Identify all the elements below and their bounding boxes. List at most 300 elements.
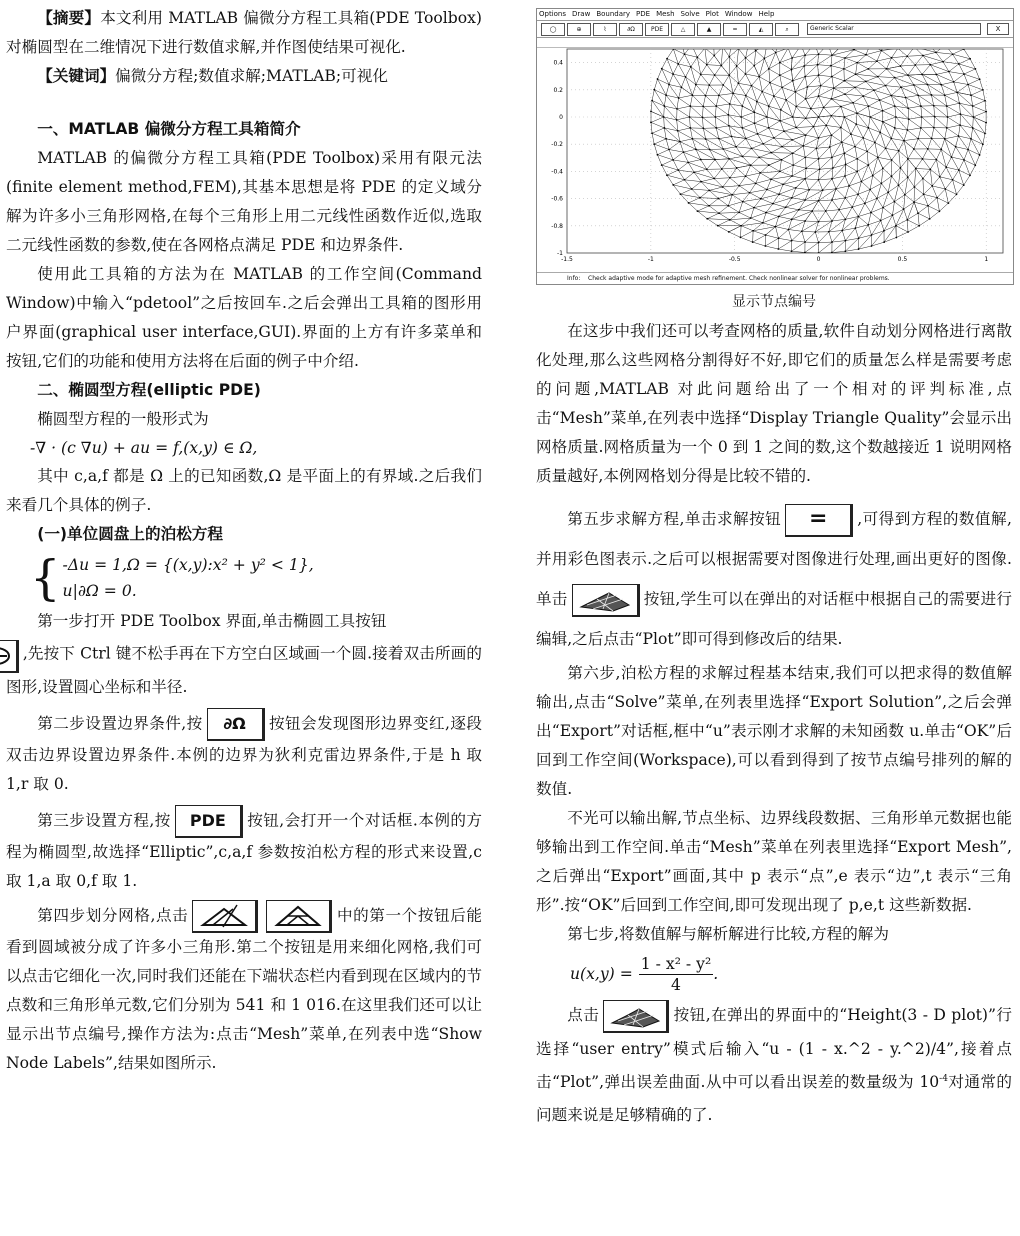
menu-options[interactable]: Options bbox=[539, 10, 567, 18]
mesh-node bbox=[706, 64, 708, 66]
mesh-node bbox=[705, 95, 707, 97]
mesh-node bbox=[905, 97, 907, 99]
mesh-node bbox=[883, 241, 885, 243]
mesh-node bbox=[844, 93, 846, 95]
mesh-node bbox=[946, 105, 948, 107]
mesh-triangle-icon bbox=[193, 901, 255, 931]
mesh-node bbox=[906, 219, 908, 221]
mesh-node bbox=[855, 227, 857, 229]
init-mesh-button[interactable] bbox=[192, 900, 258, 933]
mesh-node bbox=[775, 52, 777, 54]
mesh-node bbox=[906, 55, 908, 57]
subsection1-title: (一)单位圆盘上的泊松方程 bbox=[37, 525, 223, 543]
x-tick-label: -1.5 bbox=[561, 256, 573, 263]
mesh-node bbox=[818, 116, 820, 118]
mesh-node bbox=[900, 167, 902, 169]
mesh-node bbox=[728, 125, 730, 127]
mesh-node bbox=[731, 136, 733, 138]
mesh-node bbox=[891, 175, 893, 177]
mesh-node bbox=[972, 116, 974, 118]
step1-part1: 第一步打开 PDE Toolbox 界面,单击椭圆工具按钮 bbox=[37, 612, 387, 630]
ellipse-center-icon[interactable]: ⊕ bbox=[567, 23, 591, 36]
pde-spec-button[interactable] bbox=[175, 805, 243, 838]
p4-part3: 对通常的问题来说是足够精确的了. bbox=[536, 1072, 1012, 1124]
mesh-node bbox=[737, 82, 739, 84]
mesh-node bbox=[742, 201, 744, 203]
mesh-node bbox=[900, 65, 902, 67]
mesh-node bbox=[735, 146, 737, 148]
system-line1: -Δu = 1,Ω = {(x,y):x² + y² < 1}, bbox=[62, 556, 314, 574]
mesh-node bbox=[848, 185, 850, 187]
section2-paragraph1: 椭圆型方程的一般形式为 bbox=[37, 410, 209, 428]
keywords-label: 【关键词】 bbox=[37, 67, 116, 85]
mesh-tool-icon[interactable]: △ bbox=[671, 23, 695, 36]
mesh-node bbox=[713, 178, 715, 180]
mesh-node bbox=[854, 146, 856, 148]
mesh-node bbox=[979, 78, 981, 80]
menu-solve[interactable]: Solve bbox=[680, 10, 700, 18]
mesh-node bbox=[871, 234, 873, 236]
mesh-node bbox=[873, 89, 875, 91]
mesh-node bbox=[722, 47, 724, 48]
mesh-node bbox=[754, 122, 756, 124]
step4-part2: 中的第一个按钮后能看到圆域被分成了许多小三角形.第二个按钮是用来细化网格,我们可以点击它细化一次,同时我们还能在下端状态栏内看到现在区域内的节点数和三角形单元数,它们分别为 541 和 1 016.在这里我们还可以让显示出节点编号,操作方法为:点击“Mesh”菜单,在列表中选“Show Node Labels”,结果如图所示. bbox=[6, 906, 482, 1072]
mesh-node bbox=[865, 81, 867, 83]
mesh-node bbox=[947, 116, 949, 118]
plot-button[interactable] bbox=[572, 584, 640, 617]
mesh-node bbox=[856, 170, 858, 172]
mesh-node bbox=[714, 116, 716, 118]
mesh-node bbox=[755, 182, 757, 184]
mesh-node bbox=[915, 168, 917, 170]
mesh-node bbox=[979, 154, 981, 156]
mesh-node bbox=[775, 226, 777, 228]
mesh-node bbox=[773, 95, 775, 97]
mesh-node bbox=[844, 197, 846, 199]
mesh-node bbox=[732, 92, 734, 94]
mesh-node bbox=[766, 116, 768, 118]
mesh-node bbox=[870, 212, 872, 214]
mesh-node bbox=[830, 65, 832, 67]
boundary-mode-button[interactable] bbox=[207, 708, 265, 741]
mesh-node bbox=[963, 73, 965, 75]
ellipse-tool-button[interactable] bbox=[0, 640, 19, 673]
mesh-node bbox=[817, 252, 819, 254]
mesh-node bbox=[843, 116, 845, 118]
mesh-node bbox=[777, 248, 779, 250]
mesh-node bbox=[948, 71, 950, 73]
step4-part1: 第四步划分网格,点击 bbox=[37, 906, 189, 925]
mesh-node bbox=[668, 84, 670, 86]
mesh-node bbox=[858, 237, 860, 239]
mesh-node bbox=[818, 200, 820, 202]
mesh-node bbox=[913, 201, 915, 203]
left-brace: { bbox=[30, 550, 61, 606]
mesh-node bbox=[729, 177, 731, 179]
mesh-node bbox=[920, 127, 922, 129]
equation-general: -∇ · (c ∇u) + au = f,(x,y) ∈ Ω, bbox=[30, 439, 258, 457]
scalar-select[interactable]: Generic Scalar bbox=[807, 23, 981, 35]
plot-tool-icon[interactable]: ◭ bbox=[749, 23, 773, 36]
mesh-node bbox=[835, 188, 837, 190]
mesh-node bbox=[689, 116, 691, 118]
mesh-node bbox=[772, 203, 774, 205]
mesh-node bbox=[740, 236, 742, 238]
mesh-node bbox=[831, 199, 833, 201]
mesh-node bbox=[651, 100, 653, 102]
solve-tool-icon[interactable]: = bbox=[723, 23, 747, 36]
mesh-node bbox=[690, 66, 692, 68]
mesh-node bbox=[691, 188, 693, 190]
mesh-node bbox=[801, 230, 803, 232]
mesh-node bbox=[805, 98, 807, 100]
mesh-node bbox=[907, 107, 909, 109]
mesh-node bbox=[959, 124, 961, 126]
mesh-node bbox=[927, 148, 929, 150]
mesh-node bbox=[843, 152, 845, 154]
mesh-node bbox=[791, 57, 793, 59]
mesh-node bbox=[894, 127, 896, 129]
mesh-node bbox=[795, 127, 797, 129]
mesh-node bbox=[974, 68, 976, 70]
menu-draw[interactable]: Draw bbox=[572, 10, 591, 18]
mesh-node bbox=[886, 68, 888, 70]
mesh-node bbox=[833, 87, 835, 89]
mesh-node bbox=[804, 220, 806, 222]
mesh-node bbox=[851, 206, 853, 208]
mesh-node bbox=[708, 205, 710, 207]
surface-plot-icon bbox=[604, 1001, 666, 1031]
mesh-node bbox=[880, 182, 882, 184]
mesh-node bbox=[759, 172, 761, 174]
menu-boundary[interactable]: Boundary bbox=[596, 10, 631, 18]
mesh-node bbox=[831, 54, 833, 56]
mesh-node bbox=[729, 103, 731, 105]
y-tick-label: -0.4 bbox=[551, 168, 563, 176]
menu-pde[interactable]: PDE bbox=[636, 10, 651, 18]
mesh-node bbox=[695, 148, 697, 150]
mesh-node bbox=[956, 193, 958, 195]
mesh-node bbox=[818, 158, 820, 160]
mesh-node bbox=[900, 86, 902, 88]
mesh-node bbox=[791, 69, 793, 71]
right-paragraph1: 在这步中我们还可以考查网格的质量,软件自动划分网格进行离散化处理,那么这些网格分割得好不好,即它们的质量怎么样是需要考虑的问题,MATLAB 对此问题给出了一个相对的评判标准,点击“Mesh”菜单,在列表中选择“Display Triangle Quality”会显示出网格质量.网格质量为一个 0 到 1 之间的数,这个数越接近 1 说明网格质量越好,本例网格划分得是比较不错的. bbox=[536, 322, 1012, 485]
mesh-node bbox=[740, 225, 742, 227]
polygon-tool-icon[interactable]: ⌇ bbox=[593, 23, 617, 36]
mesh-node bbox=[768, 164, 770, 166]
mesh-node bbox=[745, 73, 747, 75]
x-button[interactable]: X bbox=[987, 23, 1009, 35]
mesh-node bbox=[762, 143, 764, 145]
mesh-node bbox=[795, 187, 797, 189]
mesh-node bbox=[818, 74, 820, 76]
mesh-node bbox=[736, 167, 738, 169]
mesh-node bbox=[677, 169, 679, 171]
mesh-node bbox=[804, 178, 806, 180]
right-paragraph4 bbox=[536, 999, 1012, 1132]
section2-title: 二、椭圆型方程(elliptic PDE) bbox=[37, 381, 261, 399]
mesh-node bbox=[922, 178, 924, 180]
mesh-node bbox=[791, 218, 793, 220]
section2-paragraph2: 其中 c,a,f 都是 Ω 上的已知函数,Ω 是平面上的有界域.之后我们来看几个具体的例子. bbox=[6, 467, 482, 514]
keywords bbox=[6, 62, 482, 91]
mesh-node bbox=[763, 58, 765, 60]
mesh-node bbox=[984, 100, 986, 102]
step5-part2: ,可得到方程的数值解,并用彩色图表示.之后可以根据需要对图像进行处理,画出更好的图像.单击 bbox=[536, 510, 1012, 608]
mesh-node bbox=[890, 95, 892, 97]
mesh-node bbox=[970, 138, 972, 140]
mesh-node bbox=[741, 127, 743, 129]
section1-paragraph2: 使用此工具箱的方法为在 MATLAB 的工作空间(Command Window)中输入“pdetool”之后按回车.之后会弹出工具箱的图形用户界面(graphical user interface,GUI).界面的上方有许多菜单和按钮,它们的功能和使用方法将在后面的例子中介绍. bbox=[6, 265, 482, 370]
mesh-node bbox=[877, 156, 879, 158]
x-tick-label: -1 bbox=[647, 256, 654, 263]
mesh-node bbox=[706, 218, 708, 220]
mesh-node bbox=[684, 53, 686, 55]
mesh-node bbox=[963, 159, 965, 161]
step3-part1: 第三步设置方程,按 bbox=[37, 811, 171, 830]
step1-part2: ,先按下 Ctrl 键不松手再在下方空白区域画一个圆.接着双击所画的图形,设置圆心坐标和半径. bbox=[6, 644, 482, 696]
mesh-node bbox=[885, 147, 887, 149]
mesh-node bbox=[892, 214, 894, 216]
mesh-node bbox=[933, 127, 935, 129]
mesh-node bbox=[691, 94, 693, 96]
mesh-node bbox=[879, 132, 881, 134]
mesh-node bbox=[677, 63, 679, 65]
mesh-node bbox=[752, 230, 754, 232]
mesh-node bbox=[959, 102, 961, 104]
mesh-node bbox=[822, 189, 824, 191]
mesh-node bbox=[955, 146, 957, 148]
mesh-node bbox=[852, 102, 854, 104]
ellipse-tool-icon[interactable]: ◯ bbox=[541, 23, 565, 36]
step1-text bbox=[6, 607, 482, 702]
figure-caption: 显示节点编号 bbox=[732, 294, 816, 310]
mesh-node bbox=[895, 225, 897, 227]
mesh-node bbox=[895, 116, 897, 118]
mesh-node bbox=[768, 68, 770, 70]
mesh-node bbox=[825, 210, 827, 212]
y-tick-label: 0 bbox=[559, 114, 563, 121]
mesh-node bbox=[967, 149, 969, 151]
solution-formula bbox=[536, 949, 1012, 999]
mesh-node bbox=[882, 167, 884, 169]
pde-tool-icon[interactable]: PDE bbox=[645, 23, 669, 36]
mesh-node bbox=[843, 68, 845, 70]
mesh-node bbox=[985, 122, 987, 124]
mesh-node bbox=[969, 175, 971, 177]
mesh-node bbox=[907, 158, 909, 160]
mesh-node bbox=[907, 74, 909, 76]
mesh-node bbox=[958, 135, 960, 137]
mesh-node bbox=[974, 164, 976, 166]
right-paragraph3: 不光可以输出解,节点坐标、边界线段数据、三角形单元数据也能够输出到工作空间.单击“Mesh”菜单在列表里选择“Export Mesh”,之后弹出“Export”画面,其中 p 表示“点”,e 表示“边”,t 表示“三角形”.按“OK”后回到工作空间,即可发现出现了 p,e,t 这些新数据. bbox=[536, 809, 1012, 914]
mesh-node bbox=[805, 134, 807, 136]
boundary-tool-icon[interactable]: ∂Ω bbox=[619, 23, 643, 36]
x-tick-label: 1 bbox=[984, 256, 989, 263]
mesh-node bbox=[668, 149, 670, 151]
mesh-node bbox=[984, 133, 986, 135]
left-column bbox=[6, 0, 482, 1078]
mesh-node bbox=[865, 54, 867, 56]
mesh-node bbox=[722, 186, 724, 188]
mesh-node bbox=[792, 152, 794, 154]
mesh-node bbox=[844, 250, 846, 252]
mesh-node bbox=[751, 147, 753, 149]
mesh-node bbox=[844, 218, 846, 220]
mesh-node bbox=[970, 94, 972, 96]
mesh-node bbox=[917, 138, 919, 140]
mesh-node bbox=[867, 224, 869, 226]
abstract-text: 本文利用 MATLAB 偏微分方程工具箱(PDE Toolbox)对椭圆型在二维情况下进行数值求解,并作图使结果可视化. bbox=[6, 9, 482, 56]
mesh-node bbox=[718, 212, 720, 214]
mesh-node bbox=[985, 111, 987, 113]
mesh-node bbox=[750, 164, 752, 166]
mesh-node bbox=[813, 126, 815, 128]
mesh-node bbox=[825, 124, 827, 126]
mesh-node bbox=[666, 174, 668, 176]
mesh-node bbox=[791, 240, 793, 242]
zoom-tool-icon[interactable]: ⌕ bbox=[775, 23, 799, 36]
equation-system bbox=[6, 549, 482, 607]
mesh-node bbox=[804, 76, 806, 78]
x-tick-label: 0 bbox=[816, 256, 821, 263]
mesh-node bbox=[715, 127, 717, 129]
boundary-button-label: ∂Ω bbox=[223, 714, 246, 733]
mesh-node bbox=[778, 216, 780, 218]
mesh-node bbox=[818, 221, 820, 223]
mesh-node bbox=[714, 159, 716, 161]
mesh-node bbox=[676, 119, 678, 121]
step3-part2: 按钮,会打开一个对话框.本例的方程为椭圆型,故选择“Elliptic”,c,a,f 参数按泊松方程的形式来设置,c 取 1,a 取 0,f 取 1. bbox=[6, 811, 482, 890]
y-tick-label: -1 bbox=[557, 250, 563, 257]
mesh-node bbox=[791, 250, 793, 252]
mesh-node bbox=[745, 138, 747, 140]
menu-help[interactable]: Help bbox=[758, 10, 775, 18]
solution-end: . bbox=[713, 965, 719, 983]
step5-part1: 第五步求解方程,单击求解按钮 bbox=[567, 510, 782, 528]
mesh-node bbox=[665, 94, 667, 96]
mesh-node bbox=[818, 53, 820, 55]
mesh-node bbox=[683, 151, 685, 153]
refine-mesh-button[interactable] bbox=[266, 900, 332, 933]
mesh-node bbox=[858, 248, 860, 250]
mesh-node bbox=[650, 121, 652, 123]
mesh-node bbox=[768, 105, 770, 107]
mesh-node bbox=[855, 73, 857, 75]
mesh-node bbox=[942, 61, 944, 63]
mesh-node bbox=[869, 116, 871, 118]
mesh-node bbox=[672, 159, 674, 161]
mesh-node bbox=[804, 157, 806, 159]
mesh-node bbox=[845, 164, 847, 166]
mesh-node bbox=[779, 120, 781, 122]
mesh-node bbox=[831, 98, 833, 100]
mesh-node bbox=[792, 116, 794, 118]
mesh-node bbox=[862, 95, 864, 97]
p4-part2: 按钮,在弹出的界面中的“Height(3 - D plot)”行选择“user entry”模式后输入“u - (1 - x.^2 - y.^2)/4”,接着点击“Plot”,弹出误差曲面.从中可以看出误差的数量级为 10 bbox=[536, 1006, 1012, 1091]
step5-text bbox=[536, 499, 1012, 659]
mesh-node bbox=[922, 55, 924, 57]
mesh-node bbox=[929, 64, 931, 66]
mesh-node bbox=[891, 57, 893, 59]
solve-button[interactable] bbox=[785, 504, 853, 537]
info-label: Info: bbox=[567, 275, 581, 282]
mesh-node bbox=[904, 194, 906, 196]
mesh-node bbox=[840, 106, 842, 108]
mesh-node bbox=[857, 193, 859, 195]
mesh-node bbox=[782, 183, 784, 185]
mesh-node bbox=[917, 212, 919, 214]
mesh-node bbox=[929, 218, 931, 220]
mesh-node bbox=[749, 192, 751, 194]
mesh-node bbox=[779, 62, 781, 64]
refine-tool-icon[interactable]: ▲ bbox=[697, 23, 721, 36]
system-line2: u|∂Ω = 0. bbox=[62, 582, 137, 600]
mesh-node bbox=[663, 105, 665, 107]
mesh-node bbox=[663, 116, 665, 118]
menu-plot[interactable]: Plot bbox=[705, 10, 719, 18]
mesh-node bbox=[714, 74, 716, 76]
mesh-node bbox=[663, 127, 665, 129]
menu-window[interactable]: Window bbox=[724, 10, 753, 18]
mesh-node bbox=[717, 225, 719, 227]
mesh-node bbox=[806, 86, 808, 88]
mesh-node bbox=[880, 220, 882, 222]
mesh-node bbox=[841, 230, 843, 232]
mesh-node bbox=[959, 113, 961, 115]
step6-text: 第六步,泊松方程的求解过程基本结束,我们可以把求得的数值解输出,点击“Solve”菜单,在列表里选择“Export Solution”,之后会弹出“Export”对话框,框中“u”表示刚才求解的未知函数 u.单击“OK”后回到工作空间(Workspace),可以看到得到了按节点编号排列的解的数值. bbox=[536, 664, 1012, 798]
mesh-node bbox=[883, 230, 885, 232]
mesh-node bbox=[805, 117, 807, 119]
mesh-node bbox=[830, 115, 832, 117]
mesh-node bbox=[702, 116, 704, 118]
mesh-node bbox=[939, 176, 941, 178]
mesh-node bbox=[887, 191, 889, 193]
mesh-node bbox=[931, 137, 933, 139]
mesh-node bbox=[731, 194, 733, 196]
step4-text bbox=[6, 900, 482, 1078]
p4-part1: 点击 bbox=[567, 1006, 600, 1024]
mesh-node bbox=[781, 159, 783, 161]
mesh-node bbox=[678, 97, 680, 99]
x-tick-label: 0.5 bbox=[897, 256, 908, 263]
mesh-node bbox=[871, 245, 873, 247]
mesh-node bbox=[756, 101, 758, 103]
mesh-node bbox=[876, 197, 878, 199]
x-tick-label: -0.5 bbox=[728, 256, 741, 263]
mesh-node bbox=[717, 198, 719, 200]
plot-button-2[interactable] bbox=[603, 1000, 669, 1033]
mesh-node bbox=[872, 175, 874, 177]
mesh-node bbox=[804, 54, 806, 56]
refine-mesh-icon bbox=[267, 901, 329, 931]
mesh-node bbox=[841, 141, 843, 143]
mesh-node bbox=[818, 95, 820, 97]
mesh-node bbox=[745, 175, 747, 177]
mesh-node bbox=[817, 64, 819, 66]
mesh-node bbox=[944, 188, 946, 190]
mesh-node bbox=[945, 166, 947, 168]
mesh-node bbox=[661, 164, 663, 166]
mesh-node bbox=[781, 146, 783, 148]
mesh-node bbox=[802, 145, 804, 147]
keywords-text: 偏微分方程;数值求解;MATLAB;可视化 bbox=[115, 67, 388, 85]
step7-text: 第七步,将数值解与解析解进行比较,方程的解为 bbox=[567, 925, 889, 943]
menu-mesh[interactable]: Mesh bbox=[656, 10, 675, 18]
toolbar bbox=[537, 21, 1013, 38]
mesh-node bbox=[963, 48, 965, 50]
mesh-node bbox=[917, 94, 919, 96]
